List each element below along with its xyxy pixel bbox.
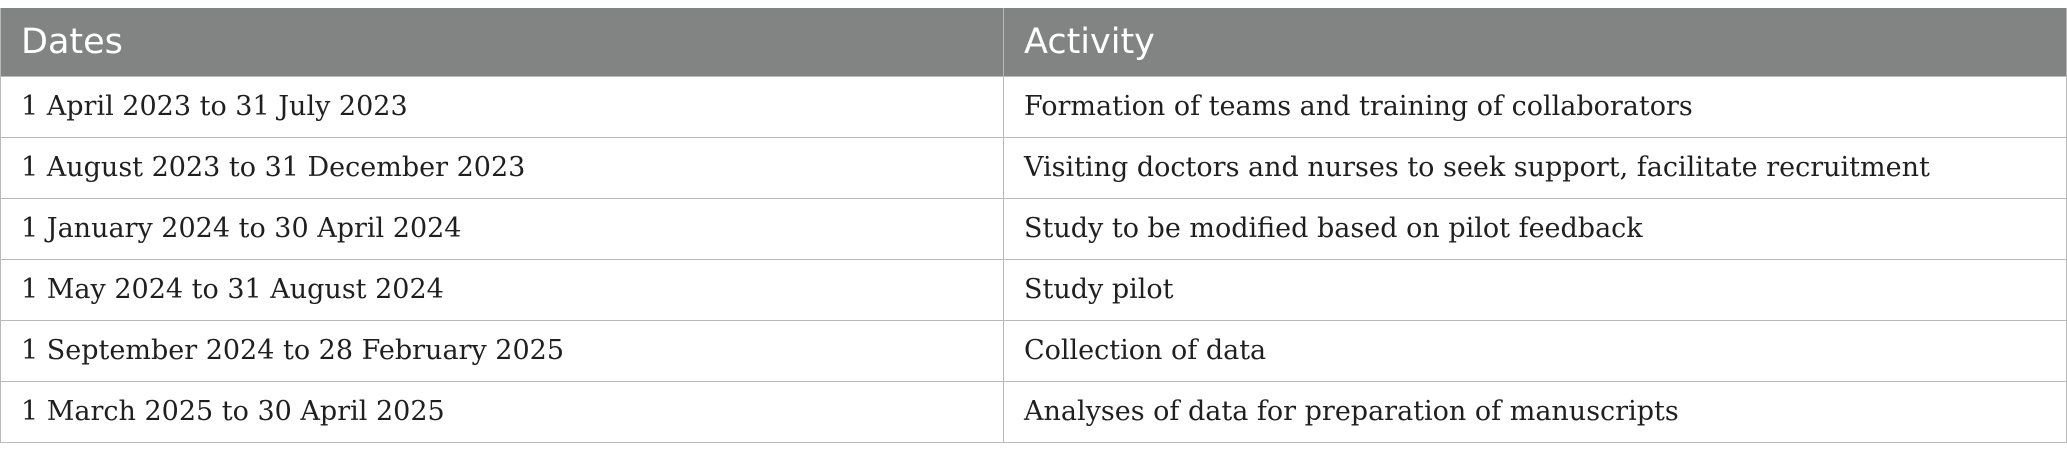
cell-activity: Study pilot bbox=[1004, 259, 2067, 320]
cell-activity: Analyses of data for preparation of manuscripts bbox=[1004, 381, 2067, 442]
schedule-table-container bbox=[0, 8, 2066, 443]
table-row bbox=[1, 259, 2067, 320]
cell-dates: 1 May 2024 to 31 August 2024 bbox=[1, 259, 1004, 320]
table-row bbox=[1, 137, 2067, 198]
table-header bbox=[1, 8, 2067, 76]
table-row bbox=[1, 320, 2067, 381]
table-row bbox=[1, 381, 2067, 442]
table-row bbox=[1, 76, 2067, 137]
table-body bbox=[1, 76, 2067, 442]
cell-activity: Visiting doctors and nurses to seek support, facilitate recruitment bbox=[1004, 137, 2067, 198]
cell-activity: Collection of data bbox=[1004, 320, 2067, 381]
cell-dates: 1 January 2024 to 30 April 2024 bbox=[1, 198, 1004, 259]
header-row bbox=[1, 8, 2067, 76]
table-row bbox=[1, 198, 2067, 259]
header-dates: Dates bbox=[1, 8, 1004, 76]
header-activity: Activity bbox=[1004, 8, 2067, 76]
cell-dates: 1 September 2024 to 28 February 2025 bbox=[1, 320, 1004, 381]
cell-dates: 1 April 2023 to 31 July 2023 bbox=[1, 76, 1004, 137]
schedule-table bbox=[0, 8, 2067, 443]
cell-activity: Formation of teams and training of collaborators bbox=[1004, 76, 2067, 137]
cell-activity: Study to be modified based on pilot feedback bbox=[1004, 198, 2067, 259]
cell-dates: 1 August 2023 to 31 December 2023 bbox=[1, 137, 1004, 198]
cell-dates: 1 March 2025 to 30 April 2025 bbox=[1, 381, 1004, 442]
